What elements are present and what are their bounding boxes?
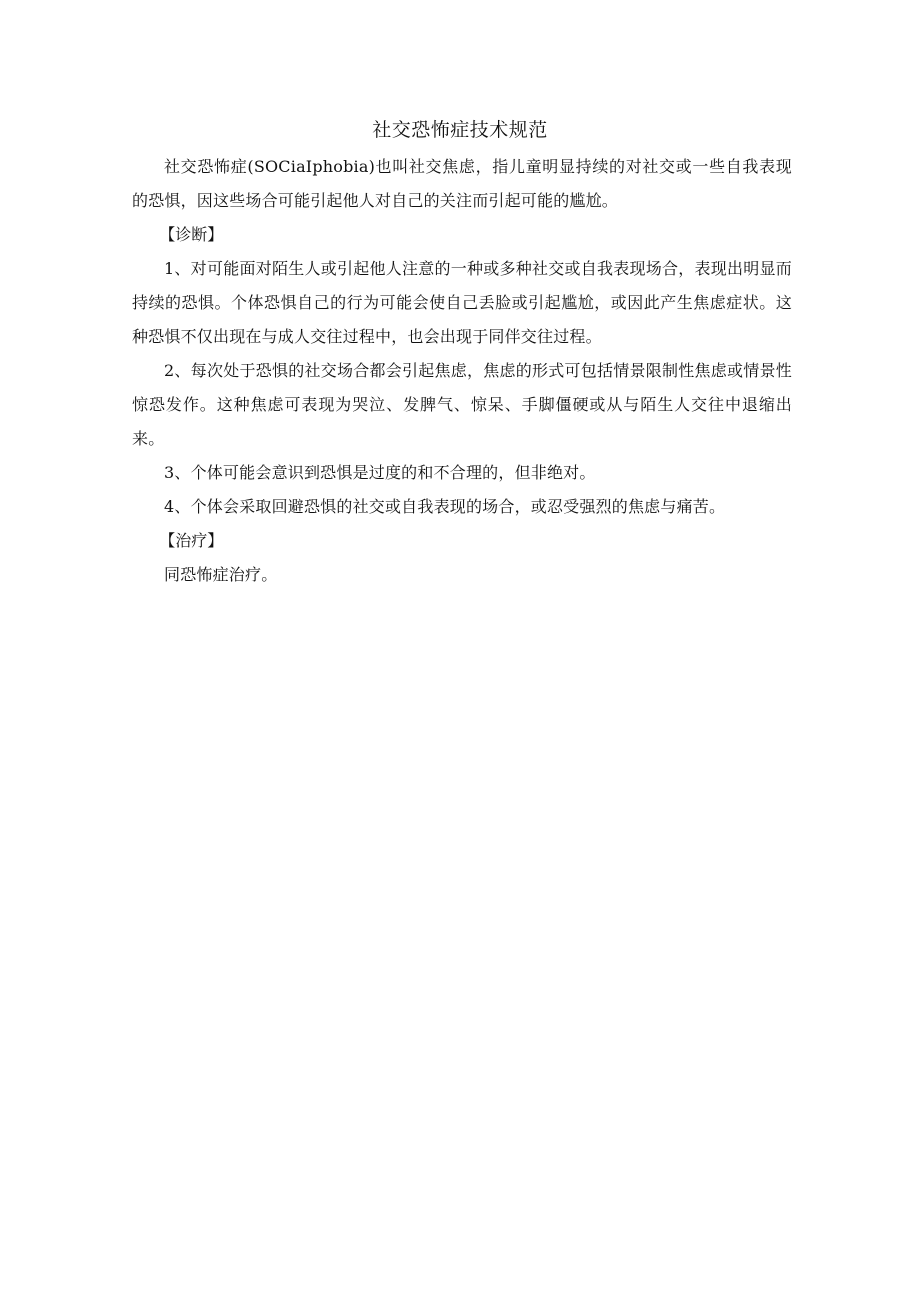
document-title: 社交恐怖症技术规范 xyxy=(372,119,548,141)
document-body xyxy=(132,150,792,592)
diagnosis-heading: 【诊断】 xyxy=(159,225,224,244)
intro-paragraph: 社交恐怖症(SOCiaIphobia)也叫社交焦虑，指儿童明显持续的对社交或一些自我表现的恐惧，因这些场合可能引起他人对自己的关注而引起可能的尴尬。 xyxy=(132,157,792,210)
diagnosis-item-4: 4、个体会采取回避恐惧的社交或自我表现的场合，或忍受强烈的焦虑与痛苦。 xyxy=(164,497,726,516)
diagnosis-item-3: 3、个体可能会意识到恐惧是过度的和不合理的，但非绝对。 xyxy=(164,463,596,482)
treatment-text: 同恐怖症治疗。 xyxy=(164,565,278,584)
treatment-heading: 【治疗】 xyxy=(159,531,224,550)
diagnosis-item-1: 1、对可能面对陌生人或引起他人注意的一种或多种社交或自我表现场合，表现出明显而持续的恐惧。个体恐惧自己的行为可能会使自己丢脸或引起尴尬，或因此产生焦虑症状。这种恐惧不仅出现在与成人交往过程中，也会出现于同伴交往过程。 xyxy=(132,259,792,346)
diagnosis-item-2: 2、每次处于恐惧的社交场合都会引起焦虑，焦虑的形式可包括情景限制性焦虑或情景性惊恐发作。这种焦虑可表现为哭泣、发脾气、惊呆、手脚僵硬或从与陌生人交往中退缩出来。 xyxy=(132,361,792,448)
